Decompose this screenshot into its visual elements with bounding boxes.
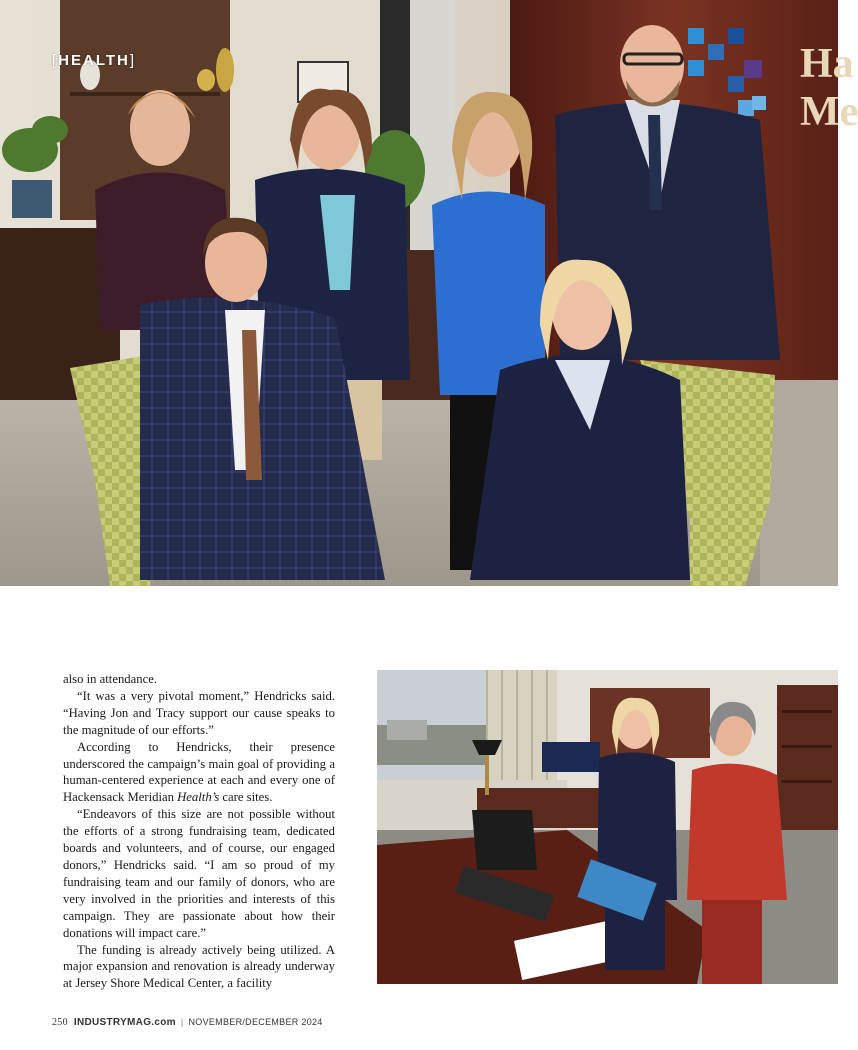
- paragraph-3-after: care sites.: [219, 790, 273, 805]
- paragraph-2: “It was a very pivotal moment,” Hendricks said. “Having Jon and Tracy support our cause speaks to the magnitude of our efforts.”: [63, 688, 335, 737]
- section-tag: [52, 52, 136, 69]
- issue-date: NOVEMBER/DECEMBER 2024: [188, 1017, 323, 1027]
- bracket-left: [: [52, 52, 59, 69]
- office-meeting-photo: [377, 670, 838, 984]
- article-column: [63, 671, 335, 992]
- page-footer: [52, 1017, 323, 1028]
- wall-logo-text: [800, 40, 858, 136]
- footer-separator: |: [180, 1017, 184, 1027]
- paragraph-3: [63, 739, 335, 807]
- paragraph-4: “Endeavors of this size are not possible without the efforts of a strong fundraising team, dedicated boards and volunteers, and of course, our engaged donors,” Hendricks said. “I am so proud of my fundraising team and our family of donors, who are very involved in the priorities and interests of this campaign. They are passionate about how their donations will impact care.”: [63, 807, 335, 940]
- wall-logo-line2: Me: [800, 89, 858, 135]
- bracket-right: ]: [129, 52, 137, 69]
- page-number: 250: [52, 1017, 68, 1028]
- paragraph-5: The funding is already actively being utilized. A major expansion and renovation is already underway at Jersey Shore Medical Center, a facility: [63, 942, 335, 991]
- publication-brand: INDUSTRYMAG.com: [73, 1017, 176, 1028]
- office-meeting-illustration: [377, 670, 838, 984]
- wall-logo-line1: Ha: [800, 41, 854, 87]
- paragraph-3-before: According to Hendricks, their presence underscored the campaign’s main goal of providing a human-centered experience at each and every one of Hackensack Meridian: [63, 739, 335, 805]
- paragraph-1: also in attendance.: [63, 672, 158, 686]
- section-tag-label: HEALTH: [58, 52, 130, 69]
- paragraph-3-emphasis: Health’s: [177, 790, 220, 805]
